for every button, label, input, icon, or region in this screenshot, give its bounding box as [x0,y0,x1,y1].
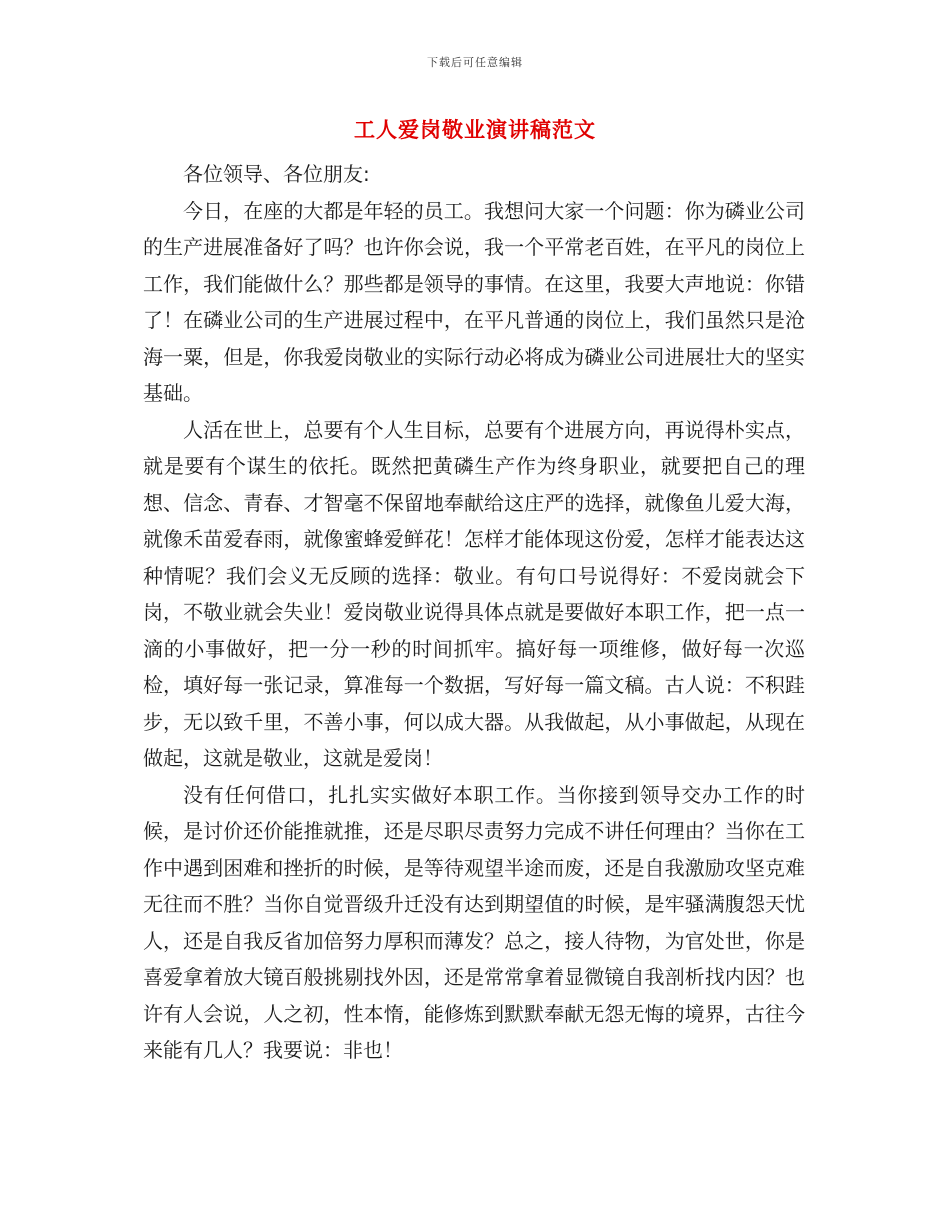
salutation: 各位领导、各位朋友: [183,162,370,186]
paragraph-3: 没有任何借口，扎扎实实做好本职工作。当你接到领导交办工作的时候，是讨价还价能推就推，还是尽职尽责努力完成不讲任何理由？当你在工作中遇到困难和挫折的时候，是等待观望半途而废，还是自我激励攻坚克难无往而不胜？当你自觉晋级升迁没有达到期望值的时候，是牢骚满腹怨天忧人，还是自我反省加倍努力厚积而薄发？总之，接人待物，为官处世，你是喜爱拿着放大镜百般挑剔找外因，还是常常拿着显微镜自我剖析找内因？也许有人会说，人之初，性本惰，能修炼到默默奉献无怨无悔的境界，古往今来能有几人？我要说：非也！ [143,782,805,1062]
header-note: 下载后可任意编辑 [427,56,523,69]
paragraph-1: 今日，在座的大都是年轻的员工。我想问大家一个问题：你为磷业公司的生产进展准备好了吗？也许你会说，我一个平常老百姓，在平凡的岗位上工作，我们能做什么？那些都是领导的事情。在这里，我要大声地说：你错了！在磷业公司的生产进展过程中，在平凡普通的岗位上，我们虽然只是沧海一粟，但是，你我爱岗敬业的实际行动必将成为磷业公司进展壮大的坚实基础。 [143,198,805,405]
document-title: 工人爱岗敬业演讲稿范文 [354,118,596,142]
document-body [143,156,805,1069]
paragraph-2: 人活在世上，总要有个人生目标，总要有个进展方向，再说得朴实点，就是要有个谋生的依托。既然把黄磷生产作为终身职业，就要把自己的理想、信念、青春、才智毫不保留地奉献给这庄严的选择，就像鱼儿爱大海，就像禾苗爱春雨，就像蜜蜂爱鲜花！怎样才能体现这份爱，怎样才能表达这种情呢？我们会义无反顾的选择：敬业。有句口号说得好：不爱岗就会下岗，不敬业就会失业！爱岗敬业说得具体点就是要做好本职工作，把一点一滴的小事做好，把一分一秒的时间抓牢。搞好每一项维修，做好每一次巡检，填好每一张记录，算准每一个数据，写好每一篇文稿。古人说：不积跬步，无以致千里，不善小事，何以成大器。从我做起，从小事做起，从现在做起，这就是敬业，这就是爱岗！ [143,417,805,770]
